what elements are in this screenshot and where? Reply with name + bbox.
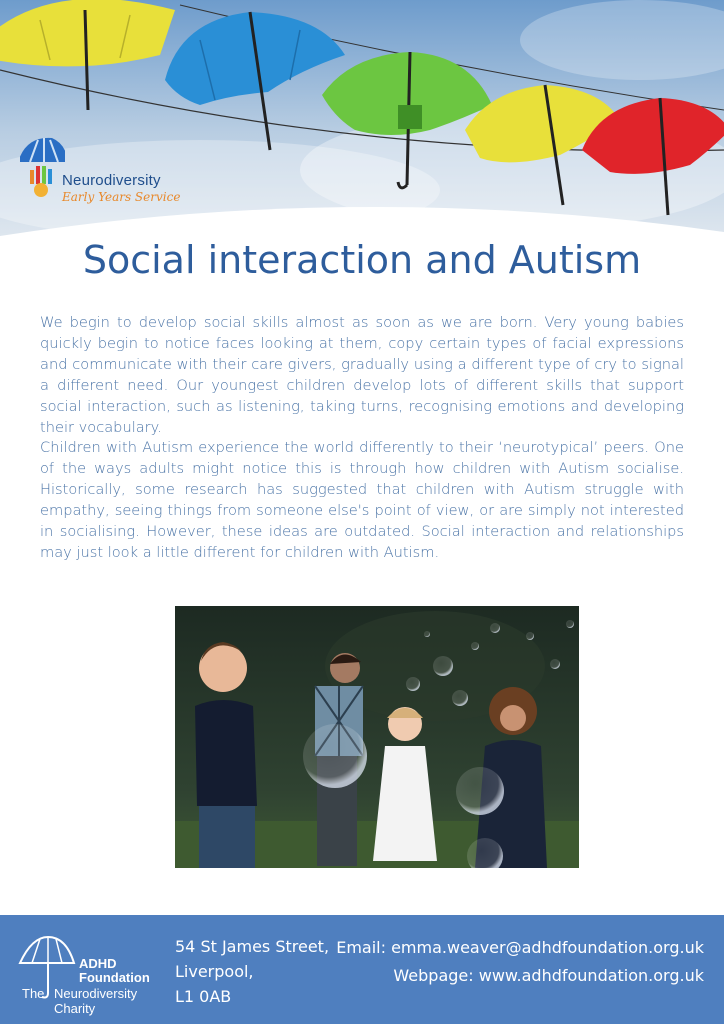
email-link[interactable]: Email: emma.weaver@adhdfoundation.org.uk: [336, 938, 704, 957]
paragraph-1: We begin to develop social skills almost as soon as we are born. Very young babies quickly begin to notice faces looking at them, copy certain types of facial expressions and communicate with their care givers, gradually using a different type of cry to signal a different need. Our youngest children develop lots of different skills that support social interaction, such as listening, taking turns, recognising emotions and developing their vocabulary.: [40, 314, 684, 436]
logo-title: Neurodiversity: [62, 172, 161, 189]
address-line-3: L1 0AB: [175, 987, 232, 1006]
children-bubbles-photo: [175, 606, 579, 868]
logo-foundation: Foundation: [79, 970, 150, 985]
logo-charity: Charity: [54, 1001, 96, 1016]
hero-banner: [0, 0, 724, 240]
logo-adhd: ADHD: [79, 956, 117, 971]
footer: [0, 915, 724, 1024]
webpage-link[interactable]: Webpage: www.adhdfoundation.org.uk: [393, 966, 704, 985]
logo-subtitle: Early Years Service: [62, 190, 181, 204]
address-line-1: 54 St James Street,: [175, 937, 330, 956]
adhd-foundation-logo: [18, 935, 158, 1015]
paragraph-2: Children with Autism experience the world differently to their ‘neurotypical’ peers. One of the ways adults might notice this is through how children with Autism socialise. Historically, some research has suggested that children with Autism struggle with empathy, seeing things from someone else's point of view, or are simply not interested in socialising. However, these ideas are outdated. Social interaction and relationships may just look a little different for children with Autism.: [40, 439, 684, 561]
logo-the: The: [22, 986, 45, 1001]
address-line-2: Liverpool,: [175, 962, 254, 981]
logo-neurodiversity: Neurodiversity: [54, 986, 138, 1001]
page-title: Social interaction and Autism: [82, 238, 642, 282]
contact-info: [336, 934, 704, 990]
neurodiversity-logo: [20, 134, 200, 214]
address: [175, 934, 329, 1009]
umbrella-hands-icon: [20, 134, 65, 204]
